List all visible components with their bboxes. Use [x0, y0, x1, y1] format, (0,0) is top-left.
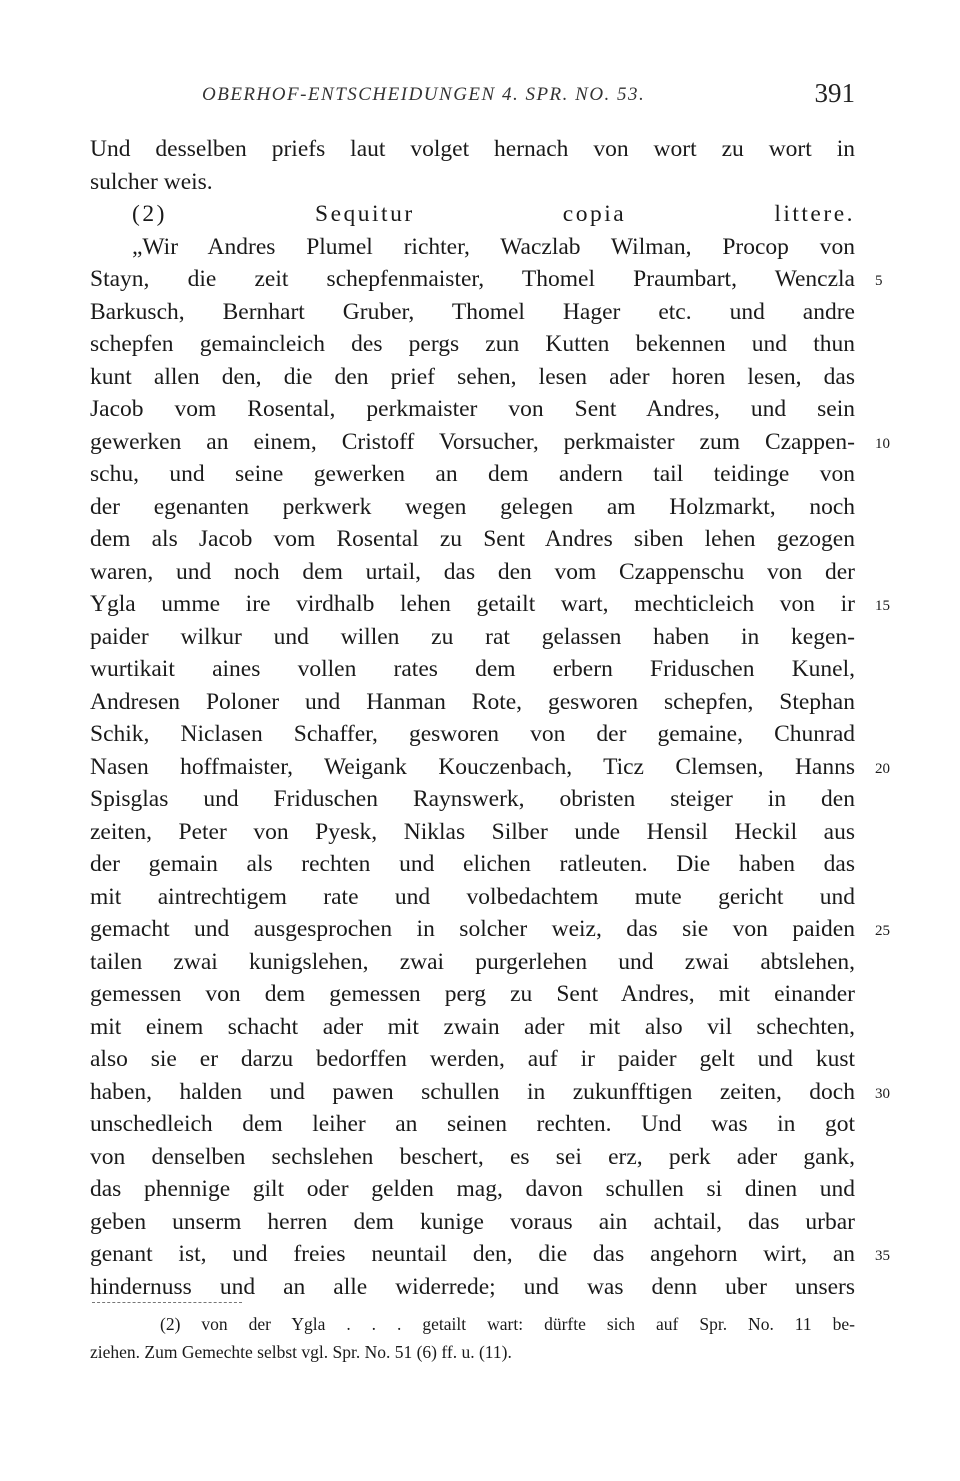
line-text: Schik, Niclasen Schaffer, gesworen von der gemaine, Chunrad	[90, 721, 855, 747]
line-text: Jacob vom Rosental, perkmaister von Sent Andres, und sein	[90, 396, 855, 422]
line-text: Und desselben priefs laut volget hernach von wort zu wort in	[90, 136, 855, 162]
line-text: mit einem schacht ader mit zwain ader mit also vil schechten,	[90, 1013, 855, 1040]
text-line	[90, 328, 890, 361]
line-text: Nasen hoffmaister, Weigank Kouczenbach, Ticz Clemsen, Hanns	[90, 753, 855, 780]
text-line	[90, 263, 890, 296]
line-text: schepfen gemaincleich des pergs zun Kutten bekennen und thun	[90, 331, 855, 357]
text-line	[90, 718, 890, 751]
text-line	[90, 686, 890, 719]
text-line	[90, 783, 890, 816]
line-text: haben, halden und pawen schullen in zukunfftigen zeiten, doch	[90, 1078, 855, 1105]
text-line	[90, 1108, 890, 1141]
text-line	[90, 913, 890, 946]
line-text: hindernuss und an alle widerrede; und was denn uber unsers	[90, 1273, 855, 1300]
line-text: von denselben sechslehen beschert, es sei erz, perk ader gank,	[90, 1143, 855, 1170]
line-text: der egenanten perkwerk wegen gelegen am Holzmarkt, noch	[90, 493, 855, 520]
footnote	[90, 1310, 855, 1366]
footnote-line: ziehen. Zum Gemechte selbst vgl. Spr. No. 51 (6) ff. u. (11).	[90, 1342, 512, 1362]
line-text: genant ist, und freies neuntail den, die das angehorn wirt, an	[90, 1241, 855, 1267]
text-line	[90, 198, 890, 231]
text-line	[90, 231, 890, 264]
text-line	[90, 1141, 890, 1174]
line-number: 5	[875, 273, 883, 289]
line-text: waren, und noch dem urtail, das den vom Czappenschu von der	[90, 558, 855, 585]
line-text: gewerken an einem, Cristoff Vorsucher, perkmaister zum Czappen-	[90, 428, 855, 455]
line-number: 15	[875, 598, 890, 614]
text-line	[90, 361, 890, 394]
text-line	[90, 1076, 890, 1109]
line-text: unschedleich dem leiher an seinen rechten. Und was in got	[90, 1111, 855, 1137]
text-line	[90, 848, 890, 881]
line-text: (2) Sequitur copia littere.	[132, 201, 855, 227]
text-line	[90, 751, 890, 784]
text-line	[90, 1011, 890, 1044]
line-text: dem als Jacob vom Rosental zu Sent Andres siben lehen gezogen	[90, 526, 855, 552]
footnote-line: (2) von der Ygla . . . getailt wart: dürfte sich auf Spr. No. 11 be-	[160, 1314, 855, 1334]
running-head: OBERHOF-ENTSCHEIDUNGEN 4. SPR. NO. 53.	[202, 84, 646, 105]
text-line	[90, 1238, 890, 1271]
line-text: wurtikait aines vollen rates dem erbern Friduschen Kunel,	[90, 656, 855, 682]
line-text: Spisglas und Friduschen Raynswerk, obristen steiger in den	[90, 786, 855, 812]
line-number: 25	[875, 923, 890, 939]
line-text: geben unserm herren dem kunige voraus ain achtail, das urbar	[90, 1208, 855, 1235]
text-line	[90, 1043, 890, 1076]
text-line	[90, 296, 890, 329]
line-text: „Wir Andres Plumel richter, Waczlab Wilman, Procop von	[132, 233, 855, 260]
footnote-separator	[92, 1302, 242, 1303]
text-line	[90, 978, 890, 1011]
line-text: sulcher weis.	[90, 168, 213, 195]
line-text: schu, und seine gewerken an dem andern tail teidinge von	[90, 461, 855, 487]
line-number: 20	[875, 760, 890, 777]
line-text: also sie er darzu bedorffen werden, auf ir paider gelt und kust	[90, 1046, 855, 1072]
text-line	[90, 881, 890, 914]
line-text: Barkusch, Bernhart Gruber, Thomel Hager etc. und andre	[90, 298, 855, 325]
line-text: zeiten, Peter von Pyesk, Niklas Silber unde Hensil Heckil aus	[90, 818, 855, 845]
line-text: der gemain als rechten und elichen ratleuten. Die haben das	[90, 851, 855, 877]
line-text: das phennige gilt oder gelden mag, davon schullen si dinen und	[90, 1176, 855, 1202]
line-text: Ygla umme ire virdhalb lehen getailt wart, mechticleich von ir	[90, 591, 855, 617]
line-text: kunt allen den, die den prief sehen, lesen ader horen lesen, das	[90, 363, 855, 390]
line-text: gemacht und ausgesprochen in solcher weiz, das sie von paiden	[90, 916, 855, 942]
text-line	[90, 1173, 890, 1206]
line-text: Stayn, die zeit schepfenmaister, Thomel Praumbart, Wenczla	[90, 266, 855, 292]
page-header	[90, 78, 855, 118]
page-number: 391	[814, 78, 855, 108]
text-line	[90, 946, 890, 979]
text-line	[90, 1271, 890, 1304]
text-line	[90, 588, 890, 621]
text-line	[90, 556, 890, 589]
text-line	[90, 1206, 890, 1239]
text-line	[90, 653, 890, 686]
text-line	[90, 133, 890, 166]
text-line	[90, 621, 890, 654]
text-line	[90, 426, 890, 459]
text-line	[90, 816, 890, 849]
body-text	[90, 133, 890, 1303]
line-text: paider wilkur und willen zu rat gelassen haben in kegen-	[90, 623, 855, 650]
line-number: 30	[875, 1085, 890, 1102]
text-line	[90, 523, 890, 556]
line-number: 35	[875, 1248, 890, 1264]
text-line	[90, 458, 890, 491]
line-text: mit aintrechtigem rate und volbedachtem mute gericht und	[90, 883, 855, 910]
text-line	[90, 393, 890, 426]
text-line	[90, 166, 890, 199]
line-text: Andresen Poloner und Hanman Rote, gesworen schepfen, Stephan	[90, 688, 855, 715]
line-text: tailen zwai kunigslehen, zwai purgerlehen und zwai abtslehen,	[90, 948, 855, 975]
line-text: gemessen von dem gemessen perg zu Sent Andres, mit einander	[90, 981, 855, 1007]
line-number: 10	[875, 435, 890, 452]
text-line	[90, 491, 890, 524]
